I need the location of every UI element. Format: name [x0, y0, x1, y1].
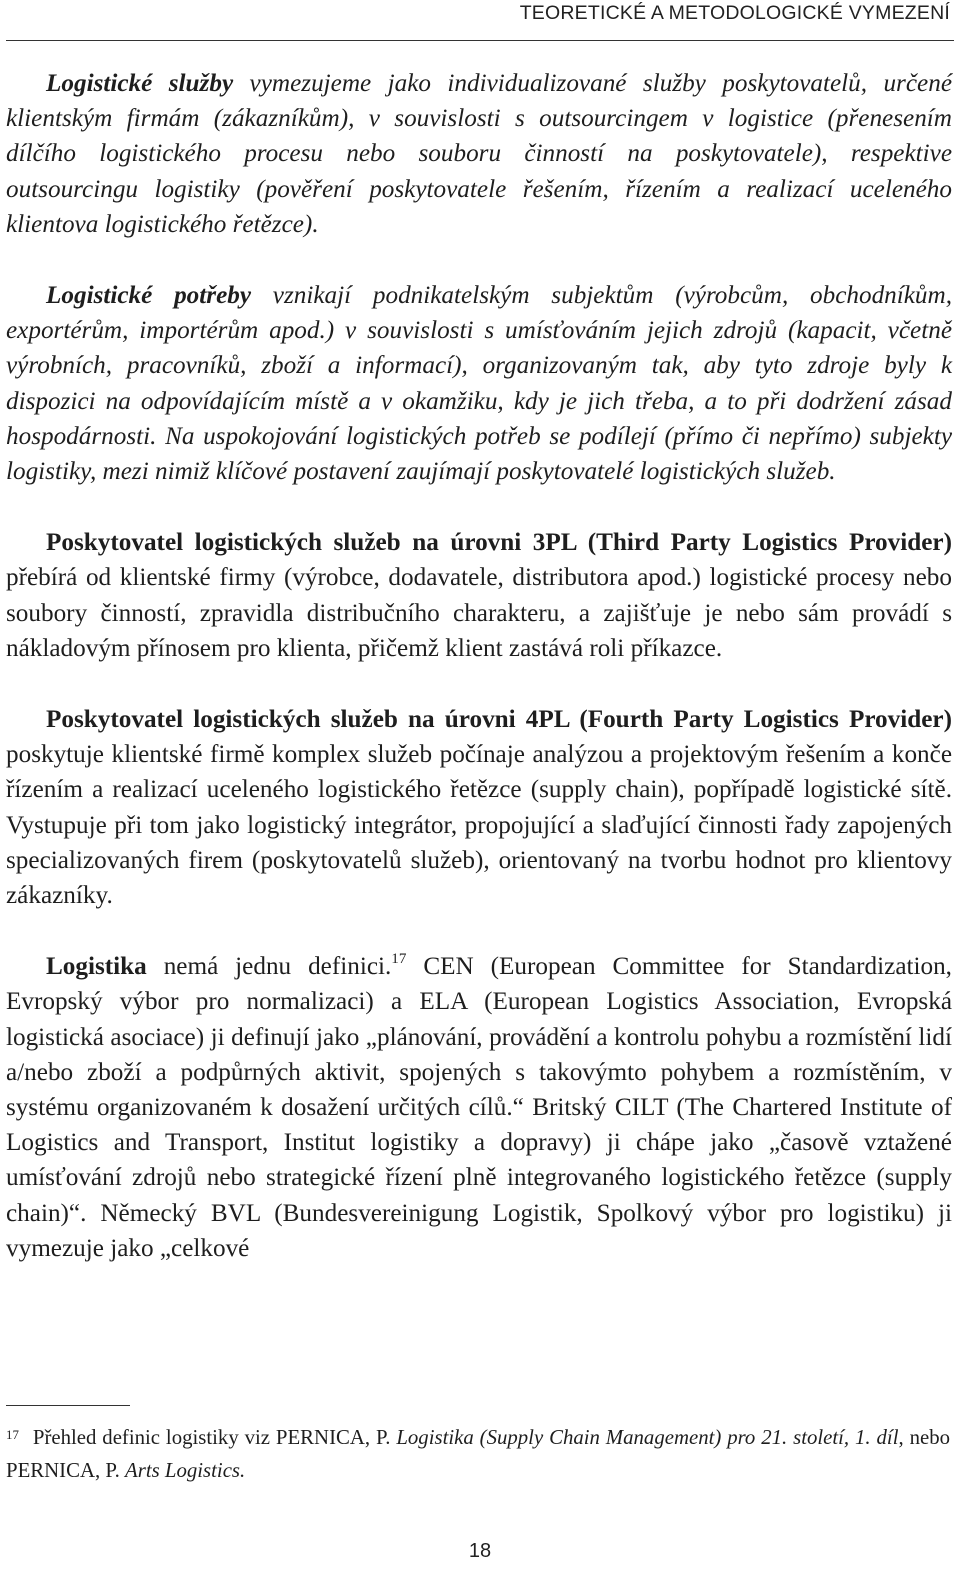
paragraph-text: nemá jednu definici.	[146, 953, 392, 981]
paragraph-text: přebírá od klientské firmy (výrobce, dodavatele, distributora apod.) logistické procesy nebo soubory činností, zpravidla distribučního charakteru, a zajišťuje je nebo sám provádí s nákladovým přínosem pro klienta, přičemž klient zastává roli příkazce.	[6, 564, 952, 662]
footnote-citation-title-2: Arts Logistics.	[125, 1459, 246, 1482]
term-logistics: Logistika	[46, 953, 147, 981]
header-divider	[6, 40, 954, 41]
footnote-text: Přehled definic logistiky viz PERNICA, P.	[32, 1426, 397, 1449]
paragraph-logistics-definition	[6, 949, 952, 1266]
paragraph-text: vymezujeme jako individualizované služby poskytovatelů, určené klientským firmám (zákazníkům), v souvislosti s outsourcingem v logistice (přenesením dílčího logistického procesu nebo souboru činností na poskytovatele), respektive outsourcingu logistiky (pověření poskytovatele řešením, řízením a realizací uceleného klientova logistického řetězce).	[6, 70, 952, 238]
paragraph-text: vznikají podnikatelským subjektům (výrobcům, obchodníkům, exportérům, importérům apod.) v souvislosti s umísťováním jejich zdrojů (kapacit, včetně výrobních, pracovníků, zboží a informací), organizovaným tak, aby tyto zdroje byly k dispozici na odpovídajícím místě a v okamžiku, kdy je jich třeba, a to při dodržení zásad hospodárnosti. Na uspokojování logistických potřeb se podílejí (přímo či nepřímo) subjekty logistiky, mezi nimiž klíčové postavení zaujímají poskytovatelé logistických služeb.	[6, 282, 953, 486]
term-logistic-services: Logistické služby	[46, 70, 234, 97]
term-logistic-needs: Logistické potřeby	[46, 282, 252, 310]
paragraph-4pl-provider	[6, 702, 952, 913]
running-header: TEORETICKÉ A METODOLOGICKÉ VYMEZENÍ	[519, 2, 950, 24]
term-3pl-provider: Poskytovatel logistických služeb na úrovni 3PL (Third Party Logistics Provider)	[46, 529, 952, 557]
footnote-divider	[6, 1405, 130, 1406]
footnote-citation-title: Logistika (Supply Chain Management) pro 21. století, 1. díl	[396, 1426, 899, 1449]
page-number: 18	[468, 1540, 492, 1562]
footnote-reference[interactable]: 17	[391, 950, 407, 967]
footnote-number: 17	[6, 1427, 19, 1442]
paragraph-logistic-services	[6, 66, 952, 242]
term-4pl-provider: Poskytovatel logistických služeb na úrovni 4PL (Fourth Party Logistics Provider)	[46, 706, 952, 734]
footnote	[6, 1421, 950, 1487]
paragraph-logistic-needs	[6, 278, 952, 489]
paragraph-text: poskytuje klientské firmě komplex služeb počínaje analýzou a projektovým řešením a konče řízením a realizací uceleného logistického řetězce (supply chain), popřípadě logistické sítě. Vystupuje při tom jako logistický integrátor, propojující a slaďující činnosti řady zapojených specializovaných firem (poskytovatelů služeb), orientovaný na tvorbu hodnot pro klientovy zákazníky.	[6, 741, 952, 910]
main-text	[6, 66, 952, 1266]
footnote-text-continued: , nebo PERNICA, P.	[6, 1426, 951, 1482]
paragraph-text-continued: CEN (European Committee for Standardization, Evropský výbor pro normalizaci) a ELA (European Logistics Association, Evropská logistická asociace) ji definují jako „plánování, provádění a kontrolu pohybu a rozmístění lidí a/nebo zboží a podpůrných aktivit, spojených s takovýmto pohybem a rozmístěním, v systému organizovaném k dosažení určitých cílů.“ Britský CILT (The Chartered Institute of Logistics and Transport, Institut logistiky a dopravy) ji chápe jako „časově vztažené umísťování zdrojů nebo strategické řízení plně integrovaného logistického řetězce (supply chain)“. Německý BVL (Bundesvereinigung Logistik, Spolkový výbor pro logistiku) ji vymezuje jako „celkové	[6, 953, 952, 1262]
paragraph-3pl-provider	[6, 525, 952, 666]
